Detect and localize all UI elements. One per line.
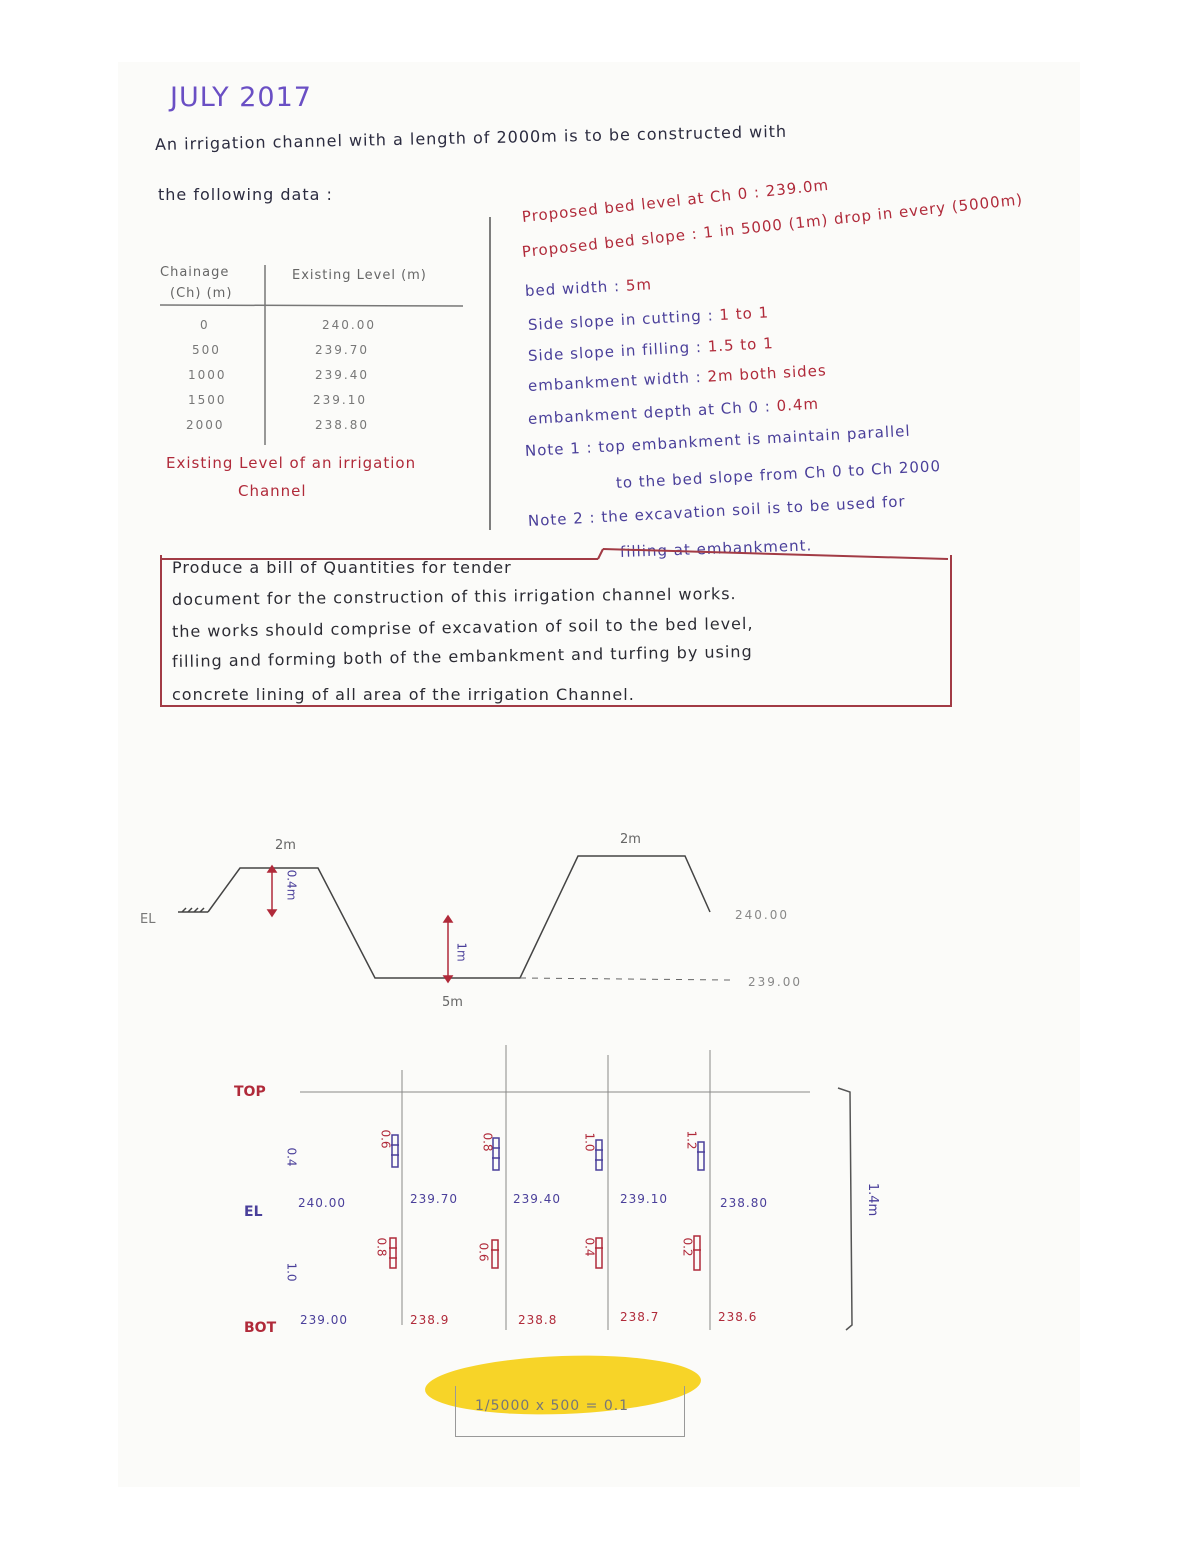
span-label: 1.4m bbox=[865, 1182, 881, 1217]
table-row: 500 239.70 bbox=[192, 343, 369, 357]
bot-value-3: 238.8 bbox=[518, 1313, 558, 1327]
level-bottom-label: 239.00 bbox=[748, 975, 802, 989]
task-line-5: concrete lining of all area of the irrigation Channel. bbox=[172, 685, 635, 704]
note-1-line-1: Note 1 : top embankment is maintain parallel bbox=[524, 421, 912, 460]
note-2-line-2: filling at embankment. bbox=[619, 536, 813, 561]
formula-times: x 500 bbox=[535, 1398, 581, 1414]
top-diff-3: 1.0 bbox=[582, 1132, 597, 1152]
bot-diff-2: 0.6 bbox=[476, 1242, 491, 1262]
bot-diff-4: 0.2 bbox=[680, 1237, 695, 1257]
formula-result: = 0.1 bbox=[585, 1398, 630, 1414]
el-label: EL bbox=[140, 912, 156, 927]
spec-bed-level: Proposed bed level at Ch 0 : 239.0m bbox=[521, 175, 830, 226]
table-header-chainage: Chainage bbox=[160, 265, 230, 280]
el-value-5: 238.80 bbox=[720, 1196, 768, 1210]
left-diff-bot: 1.0 bbox=[284, 1262, 299, 1282]
level-grid bbox=[290, 1040, 870, 1340]
left-top-width: 2m bbox=[275, 838, 296, 853]
channel-cross-section bbox=[130, 820, 830, 1020]
bot-value-2: 238.9 bbox=[410, 1313, 450, 1327]
top-diff-4: 1.2 bbox=[684, 1130, 699, 1150]
table-caption-2: Channel bbox=[238, 482, 307, 500]
bot-value-1: 239.00 bbox=[300, 1313, 348, 1327]
el-value-1: 240.00 bbox=[298, 1196, 346, 1210]
task-line-4: filling and forming both of the embankment and turfing by using bbox=[171, 641, 753, 671]
bed-width-label: 5m bbox=[442, 995, 463, 1010]
bot-diff-3: 0.4 bbox=[582, 1237, 597, 1257]
bot-value-4: 238.7 bbox=[620, 1310, 660, 1324]
el-value-2: 239.70 bbox=[410, 1192, 458, 1206]
intro-line-1: An irrigation channel with a length of 2000m is to be constructed with bbox=[154, 121, 788, 154]
row-label-top: TOP bbox=[234, 1084, 266, 1100]
spec-bed-width: bed width : 5m bbox=[524, 275, 653, 300]
formula-fraction: 1/5000 bbox=[475, 1398, 531, 1414]
el-value-3: 239.40 bbox=[513, 1192, 561, 1206]
intro-line-2: the following data : bbox=[158, 185, 333, 204]
top-diff-2: 0.8 bbox=[480, 1132, 495, 1152]
row-label-bot: BOT bbox=[244, 1320, 277, 1336]
table-header-chainage-unit: (Ch) (m) bbox=[170, 286, 233, 301]
bot-value-5: 238.6 bbox=[718, 1310, 758, 1324]
right-top-width: 2m bbox=[620, 832, 641, 847]
table-row: 1500 239.10 bbox=[188, 393, 367, 407]
spec-side-slope-filling: Side slope in filling : 1.5 to 1 bbox=[527, 334, 775, 365]
note-1-line-2: to the bed slope from Ch 0 to Ch 2000 bbox=[615, 456, 942, 492]
table-row: 0 240.00 bbox=[200, 318, 376, 332]
note-2-line-1: Note 2 : the excavation soil is to be used for bbox=[527, 492, 907, 530]
spec-bed-slope: Proposed bed slope : 1 in 5000 (1m) drop in every (5000m) bbox=[521, 190, 1024, 261]
spec-side-slope-cutting: Side slope in cutting : 1 to 1 bbox=[527, 303, 770, 334]
table-row: 1000 239.40 bbox=[188, 368, 369, 382]
level-top-label: 240.00 bbox=[735, 908, 789, 922]
top-diff-1: 0.6 bbox=[378, 1129, 393, 1149]
bot-diff-1: 0.8 bbox=[374, 1237, 389, 1257]
table-row: 2000 238.80 bbox=[186, 418, 369, 432]
emb-depth-label: 0.4m bbox=[284, 869, 299, 901]
table-caption-1: Existing Level of an irrigation bbox=[166, 454, 417, 472]
el-value-4: 239.10 bbox=[620, 1192, 668, 1206]
task-line-2: document for the construction of this irrigation channel works. bbox=[171, 584, 737, 609]
page-title: JULY 2017 bbox=[170, 82, 312, 113]
spec-embankment-width: embankment width : 2m both sides bbox=[527, 361, 828, 395]
task-line-3: the works should comprise of excavation of soil to the bed level, bbox=[171, 613, 754, 641]
table-header-level: Existing Level (m) bbox=[292, 268, 427, 283]
formula bbox=[475, 1398, 629, 1414]
column-divider bbox=[485, 215, 495, 535]
spec-embankment-depth: embankment depth at Ch 0 : 0.4m bbox=[527, 394, 820, 428]
row-label-el: EL bbox=[244, 1204, 263, 1220]
task-line-1: Produce a bill of Quantities for tender bbox=[172, 558, 512, 577]
channel-depth-label: 1m bbox=[454, 942, 469, 962]
table-rows bbox=[150, 318, 480, 443]
left-diff-top: 0.4 bbox=[284, 1147, 299, 1167]
